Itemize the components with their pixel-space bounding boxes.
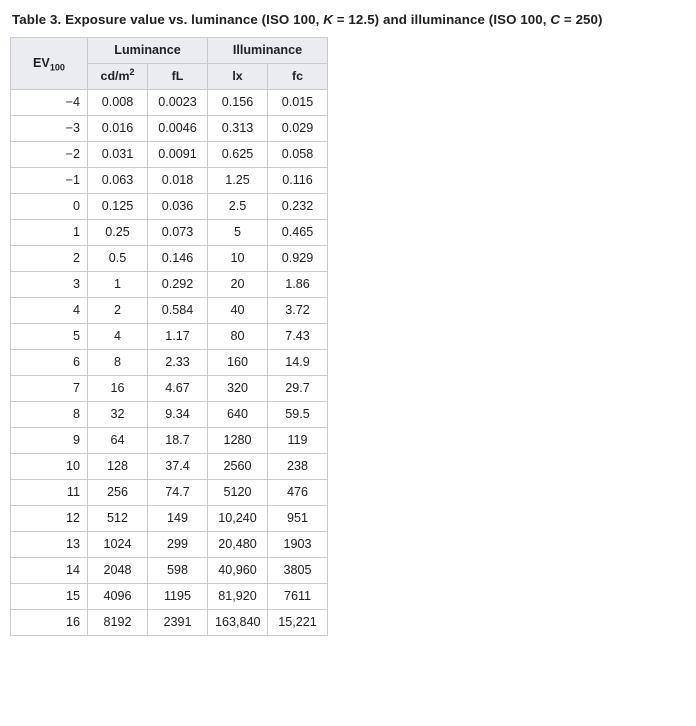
cell-ev: 4 <box>11 297 88 323</box>
cell-cdm2: 0.031 <box>88 141 148 167</box>
header-ev-sub: 100 <box>49 62 65 73</box>
cell-lx: 1.25 <box>208 167 268 193</box>
header-unit-cdm2 <box>88 64 148 90</box>
cell-cdm2: 8 <box>88 349 148 375</box>
cell-fc: 0.058 <box>268 141 328 167</box>
cell-fl: 0.0023 <box>148 89 208 115</box>
cell-fl: 0.292 <box>148 271 208 297</box>
cell-fl: 0.0046 <box>148 115 208 141</box>
table-body <box>11 89 328 635</box>
cell-fc: 0.465 <box>268 219 328 245</box>
cell-fl: 149 <box>148 505 208 531</box>
table-row <box>11 323 328 349</box>
header-group-illuminance: Illuminance <box>208 38 328 64</box>
cell-ev: −3 <box>11 115 88 141</box>
cell-ev: 11 <box>11 479 88 505</box>
table-row <box>11 349 328 375</box>
cell-lx: 20 <box>208 271 268 297</box>
cell-cdm2: 64 <box>88 427 148 453</box>
table-header-row-groups <box>11 38 328 64</box>
table-row <box>11 167 328 193</box>
cell-cdm2: 2 <box>88 297 148 323</box>
cell-cdm2: 16 <box>88 375 148 401</box>
cell-ev: 10 <box>11 453 88 479</box>
cell-fc: 0.029 <box>268 115 328 141</box>
cell-fl: 0.584 <box>148 297 208 323</box>
cell-ev: 12 <box>11 505 88 531</box>
table-row <box>11 505 328 531</box>
caption-prefix: Table 3. Exposure value vs. luminance (ISO 100, <box>12 12 324 27</box>
cell-cdm2: 128 <box>88 453 148 479</box>
cell-lx: 0.156 <box>208 89 268 115</box>
cell-fc: 3805 <box>268 557 328 583</box>
cell-fl: 0.036 <box>148 193 208 219</box>
cell-fl: 74.7 <box>148 479 208 505</box>
cell-fc: 0.015 <box>268 89 328 115</box>
cell-fl: 598 <box>148 557 208 583</box>
table-row <box>11 245 328 271</box>
cell-lx: 2560 <box>208 453 268 479</box>
cell-fc: 1903 <box>268 531 328 557</box>
cell-lx: 40,960 <box>208 557 268 583</box>
cell-fl: 0.146 <box>148 245 208 271</box>
cell-ev: −4 <box>11 89 88 115</box>
exposure-value-table <box>10 37 328 636</box>
cell-lx: 10 <box>208 245 268 271</box>
cell-lx: 10,240 <box>208 505 268 531</box>
table-row <box>11 297 328 323</box>
cell-fc: 0.929 <box>268 245 328 271</box>
table-row <box>11 479 328 505</box>
cell-fl: 0.073 <box>148 219 208 245</box>
table-row <box>11 193 328 219</box>
cell-ev: 6 <box>11 349 88 375</box>
cell-fc: 3.72 <box>268 297 328 323</box>
cell-fc: 951 <box>268 505 328 531</box>
cell-cdm2: 32 <box>88 401 148 427</box>
cell-fc: 7.43 <box>268 323 328 349</box>
cell-cdm2: 0.063 <box>88 167 148 193</box>
cell-ev: 13 <box>11 531 88 557</box>
cell-fl: 4.67 <box>148 375 208 401</box>
cell-ev: 2 <box>11 245 88 271</box>
cell-ev: 9 <box>11 427 88 453</box>
cell-lx: 2.5 <box>208 193 268 219</box>
header-unit-cdm2-text: cd/m <box>100 69 130 83</box>
cell-fc: 0.232 <box>268 193 328 219</box>
cell-lx: 80 <box>208 323 268 349</box>
cell-lx: 163,840 <box>208 609 268 635</box>
header-group-luminance: Luminance <box>88 38 208 64</box>
cell-lx: 640 <box>208 401 268 427</box>
cell-lx: 160 <box>208 349 268 375</box>
cell-fc: 119 <box>268 427 328 453</box>
caption-var-c: C <box>550 12 561 27</box>
cell-fc: 476 <box>268 479 328 505</box>
cell-fl: 0.0091 <box>148 141 208 167</box>
cell-fl: 0.018 <box>148 167 208 193</box>
table-row <box>11 427 328 453</box>
cell-fl: 37.4 <box>148 453 208 479</box>
cell-fl: 1.17 <box>148 323 208 349</box>
cell-cdm2: 256 <box>88 479 148 505</box>
table-row <box>11 115 328 141</box>
cell-fc: 238 <box>268 453 328 479</box>
cell-lx: 320 <box>208 375 268 401</box>
table-row <box>11 271 328 297</box>
table-row <box>11 141 328 167</box>
cell-cdm2: 0.25 <box>88 219 148 245</box>
cell-lx: 5 <box>208 219 268 245</box>
cell-cdm2: 1 <box>88 271 148 297</box>
cell-cdm2: 2048 <box>88 557 148 583</box>
cell-cdm2: 8192 <box>88 609 148 635</box>
cell-ev: 1 <box>11 219 88 245</box>
cell-fl: 2.33 <box>148 349 208 375</box>
cell-cdm2: 512 <box>88 505 148 531</box>
table-row <box>11 219 328 245</box>
cell-lx: 0.625 <box>208 141 268 167</box>
cell-cdm2: 1024 <box>88 531 148 557</box>
header-ev-label: EV <box>33 55 50 70</box>
caption-suffix: = 250) <box>560 12 603 27</box>
cell-ev: −1 <box>11 167 88 193</box>
cell-lx: 20,480 <box>208 531 268 557</box>
cell-lx: 0.313 <box>208 115 268 141</box>
table-row <box>11 609 328 635</box>
cell-cdm2: 0.5 <box>88 245 148 271</box>
cell-fc: 29.7 <box>268 375 328 401</box>
cell-ev: 16 <box>11 609 88 635</box>
cell-fc: 7611 <box>268 583 328 609</box>
cell-ev: 5 <box>11 323 88 349</box>
cell-ev: −2 <box>11 141 88 167</box>
table-row <box>11 375 328 401</box>
cell-ev: 3 <box>11 271 88 297</box>
cell-fl: 1195 <box>148 583 208 609</box>
table-row <box>11 453 328 479</box>
table-caption <box>12 12 686 27</box>
cell-cdm2: 4 <box>88 323 148 349</box>
header-unit-lx: lx <box>208 64 268 90</box>
cell-ev: 15 <box>11 583 88 609</box>
cell-lx: 5120 <box>208 479 268 505</box>
cell-fl: 18.7 <box>148 427 208 453</box>
cell-fl: 299 <box>148 531 208 557</box>
cell-ev: 7 <box>11 375 88 401</box>
cell-fc: 59.5 <box>268 401 328 427</box>
cell-ev: 8 <box>11 401 88 427</box>
cell-cdm2: 0.008 <box>88 89 148 115</box>
table-row <box>11 557 328 583</box>
cell-lx: 81,920 <box>208 583 268 609</box>
cell-lx: 1280 <box>208 427 268 453</box>
cell-ev: 0 <box>11 193 88 219</box>
cell-ev: 14 <box>11 557 88 583</box>
cell-fc: 1.86 <box>268 271 328 297</box>
header-ev100 <box>11 38 88 90</box>
caption-var-k: K <box>323 12 333 27</box>
table-row <box>11 89 328 115</box>
cell-fc: 15,221 <box>268 609 328 635</box>
cell-fc: 0.116 <box>268 167 328 193</box>
header-unit-cdm2-sup: 2 <box>129 66 135 77</box>
cell-fl: 9.34 <box>148 401 208 427</box>
cell-cdm2: 0.016 <box>88 115 148 141</box>
cell-fl: 2391 <box>148 609 208 635</box>
cell-lx: 40 <box>208 297 268 323</box>
table-head <box>11 38 328 90</box>
table-row <box>11 531 328 557</box>
caption-mid: = 12.5) and illuminance (ISO 100, <box>332 12 551 27</box>
header-unit-fl: fL <box>148 64 208 90</box>
table-row <box>11 583 328 609</box>
cell-fc: 14.9 <box>268 349 328 375</box>
cell-cdm2: 0.125 <box>88 193 148 219</box>
cell-cdm2: 4096 <box>88 583 148 609</box>
header-unit-fc: fc <box>268 64 328 90</box>
table-row <box>11 401 328 427</box>
